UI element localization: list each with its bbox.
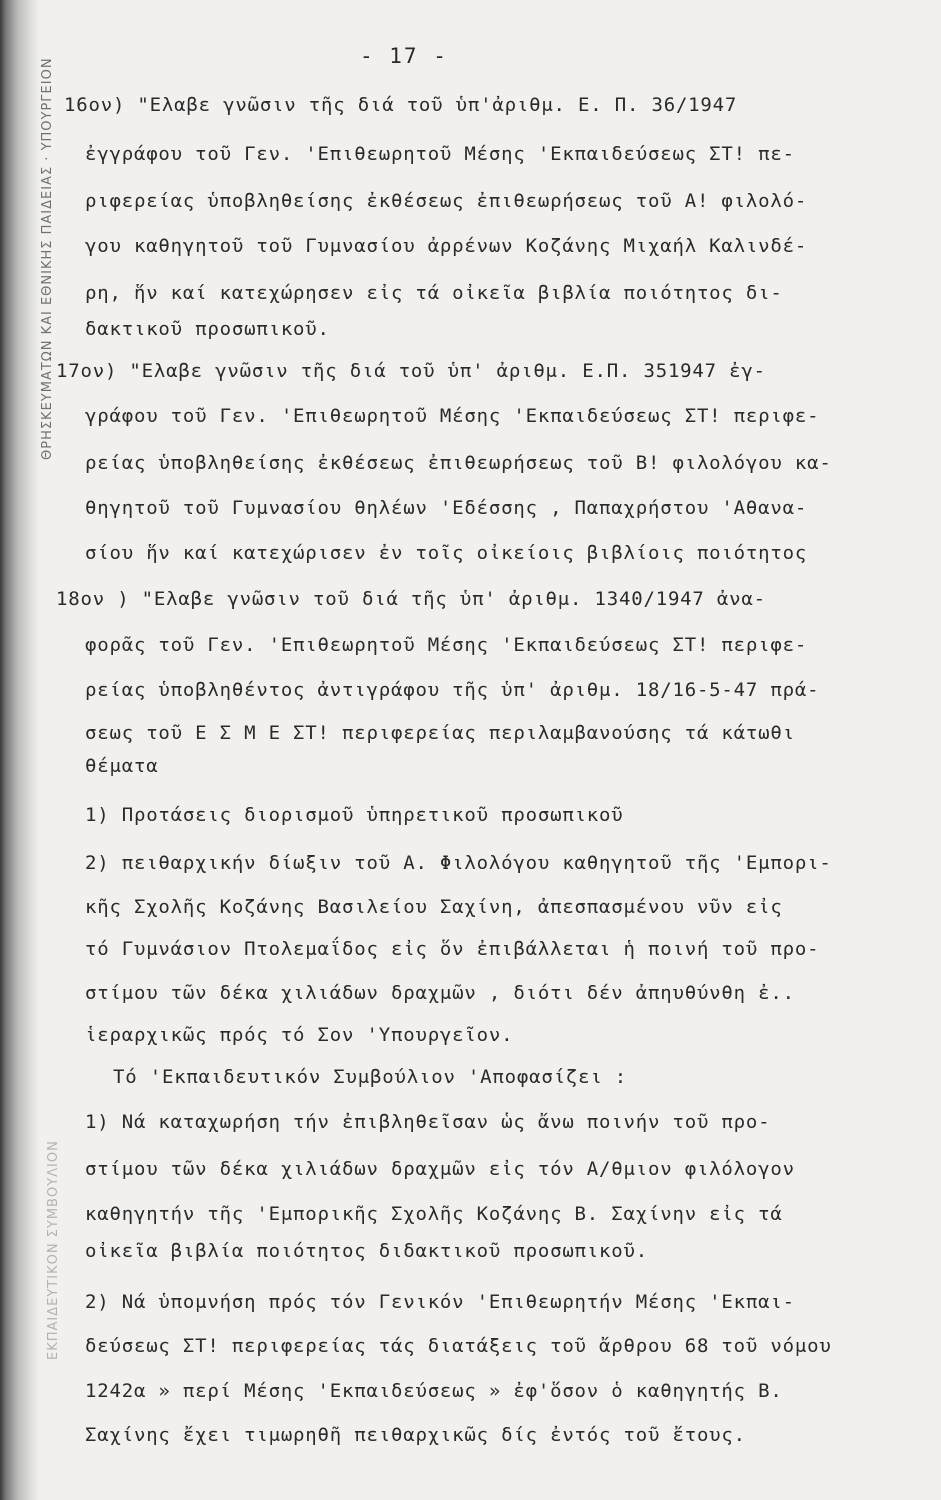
text-line: ριφερείας ὑποβληθείσης ἐκθέσεως ἐπιθεωρήσεως τοῦ Α! φιλολό- [85, 190, 808, 212]
text-line: ρείας ὑποβληθέντος ἀντιγράφου τῆς ὑπ' ἀριθμ. 18/16-5-47 πρά- [85, 679, 820, 701]
text-line: 16ον) "Ελαβε γνῶσιν τῆς διά τοῦ ὑπ'ἀριθμ. Ε. Π. 36/1947 [64, 94, 738, 116]
binding-shadow [0, 0, 40, 1500]
text-line: στίμου τῶν δέκα χιλιάδων δραχμῶν εἰς τόν Α/θμιον φιλόλογον [85, 1158, 795, 1180]
text-line: θηγητοῦ τοῦ Γυμνασίου θηλέων 'Εδέσσης , Παπαχρήστου 'Αθανα- [85, 497, 808, 519]
text-line: φορᾶς τοῦ Γεν. 'Επιθεωρητοῦ Μέσης 'Εκπαιδεύσεως ΣΤ! περιφε- [85, 634, 808, 656]
text-line: γράφου τοῦ Γεν. 'Επιθεωρητοῦ Μέσης 'Εκπαιδεύσεως ΣΤ! περιφε- [85, 405, 820, 427]
text-line: καθηγητήν τῆς 'Εμπορικῆς Σχολῆς Κοζάνης Β. Σαχίνην εἰς τά [85, 1203, 783, 1225]
text-line: ρείας ὑποβληθείσης ἐκθέσεως ἐπιθεωρήσεως τοῦ Β! φιλολόγου κα- [85, 452, 832, 474]
text-line: ρη, ἥν καί κατεχώρησεν εἰς τά οἰκεῖα βιβλία ποιότητος δι- [85, 282, 783, 304]
text-line: ἐγγράφου τοῦ Γεν. 'Επιθεωρητοῦ Μέσης 'Εκπαιδεύσεως ΣΤ! πε- [85, 143, 795, 165]
text-line: οἰκεῖα βιβλία ποιότητος διδακτικοῦ προσωπικοῦ. [85, 1240, 648, 1262]
text-line: κῆς Σχολῆς Κοζάνης Βασιλείου Σαχίνη, ἀπεσπασμένου νῦν εἰς [85, 896, 783, 918]
text-line: σίου ἥν καί κατεχώρισεν ἐν τοῖς οἰκείοις βιβλίοις ποιότητος [85, 542, 808, 564]
text-line: δακτικοῦ προσωπικοῦ. [85, 318, 330, 340]
text-line: 1) Προτάσεις διορισμοῦ ὑπηρετικοῦ προσωπικοῦ [85, 804, 624, 826]
page-number: - 17 - [360, 44, 448, 68]
text-line: 2) πειθαρχικήν δίωξιν τοῦ Α. Φιλολόγου καθηγητοῦ τῆς 'Εμπορι- [85, 852, 832, 874]
text-line: σεως τοῦ Ε Σ Μ Ε ΣΤ! περιφερείας περιλαμβανούσης τά κάτωθι [85, 722, 795, 744]
text-line: Τό 'Εκπαιδευτικόν Συμβούλιον 'Αποφασίζει : [113, 1066, 628, 1088]
text-line: 1) Νά καταχωρήση τήν ἐπιβληθεῖσαν ὡς ἄνω ποινήν τοῦ προ- [85, 1111, 771, 1133]
text-line: δεύσεως ΣΤ! περιφερείας τάς διατάξεις τοῦ ἄρθρου 68 τοῦ νόμου [85, 1335, 832, 1357]
text-line: 1242α » περί Μέσης 'Εκπαιδεύσεως » ἐφ'ὅσον ὁ καθηγητής Β. [85, 1380, 783, 1402]
side-stamp-lower: ΕΚΠΑΙΔΕΥΤΙΚΟΝ ΣΥΜΒΟΥΛΙΟΝ [46, 1140, 61, 1360]
text-line: 2) Νά ὑπομνήση πρός τόν Γενικόν 'Επιθεωρητήν Μέσης 'Εκπαι- [85, 1291, 795, 1313]
text-line: θέματα [85, 755, 159, 777]
text-line: γου καθηγητοῦ τοῦ Γυμνασίου ἀρρένων Κοζάνης Μιχαήλ Καλινδέ- [85, 235, 808, 257]
text-line: 17ον) "Ελαβε γνῶσιν τῆς διά τοῦ ὑπ' ἀριθμ. Ε.Π. 351947 ἐγ- [56, 360, 766, 382]
text-line: τό Γυμνάσιον Πτολεμαΐδος εἰς ὅν ἐπιβάλλεται ἡ ποινή τοῦ προ- [85, 938, 820, 960]
text-line: 18ον ) "Ελαβε γνῶσιν τοῦ διά τῆς ὑπ' ἀριθμ. 1340/1947 ἀνα- [56, 588, 766, 610]
text-line: ἱεραρχικῶς πρός τό Σον 'Υπουργεῖον. [85, 1024, 514, 1046]
side-stamp: ΘΡΗΣΚΕΥΜΑΤΩΝ ΚΑΙ ΕΘΝΙΚΗΣ ΠΑΙΔΕΙΑΣ · ΥΠΟΥΡΓΕΙΟΝ [40, 57, 55, 460]
text-line: στίμου τῶν δέκα χιλιάδων δραχμῶν , διότι δέν ἀπηυθύνθη ἐ.. [85, 982, 795, 1004]
text-line: Σαχίνης ἔχει τιμωρηθῆ πειθαρχικῶς δίς ἐντός τοῦ ἔτους. [85, 1424, 746, 1446]
